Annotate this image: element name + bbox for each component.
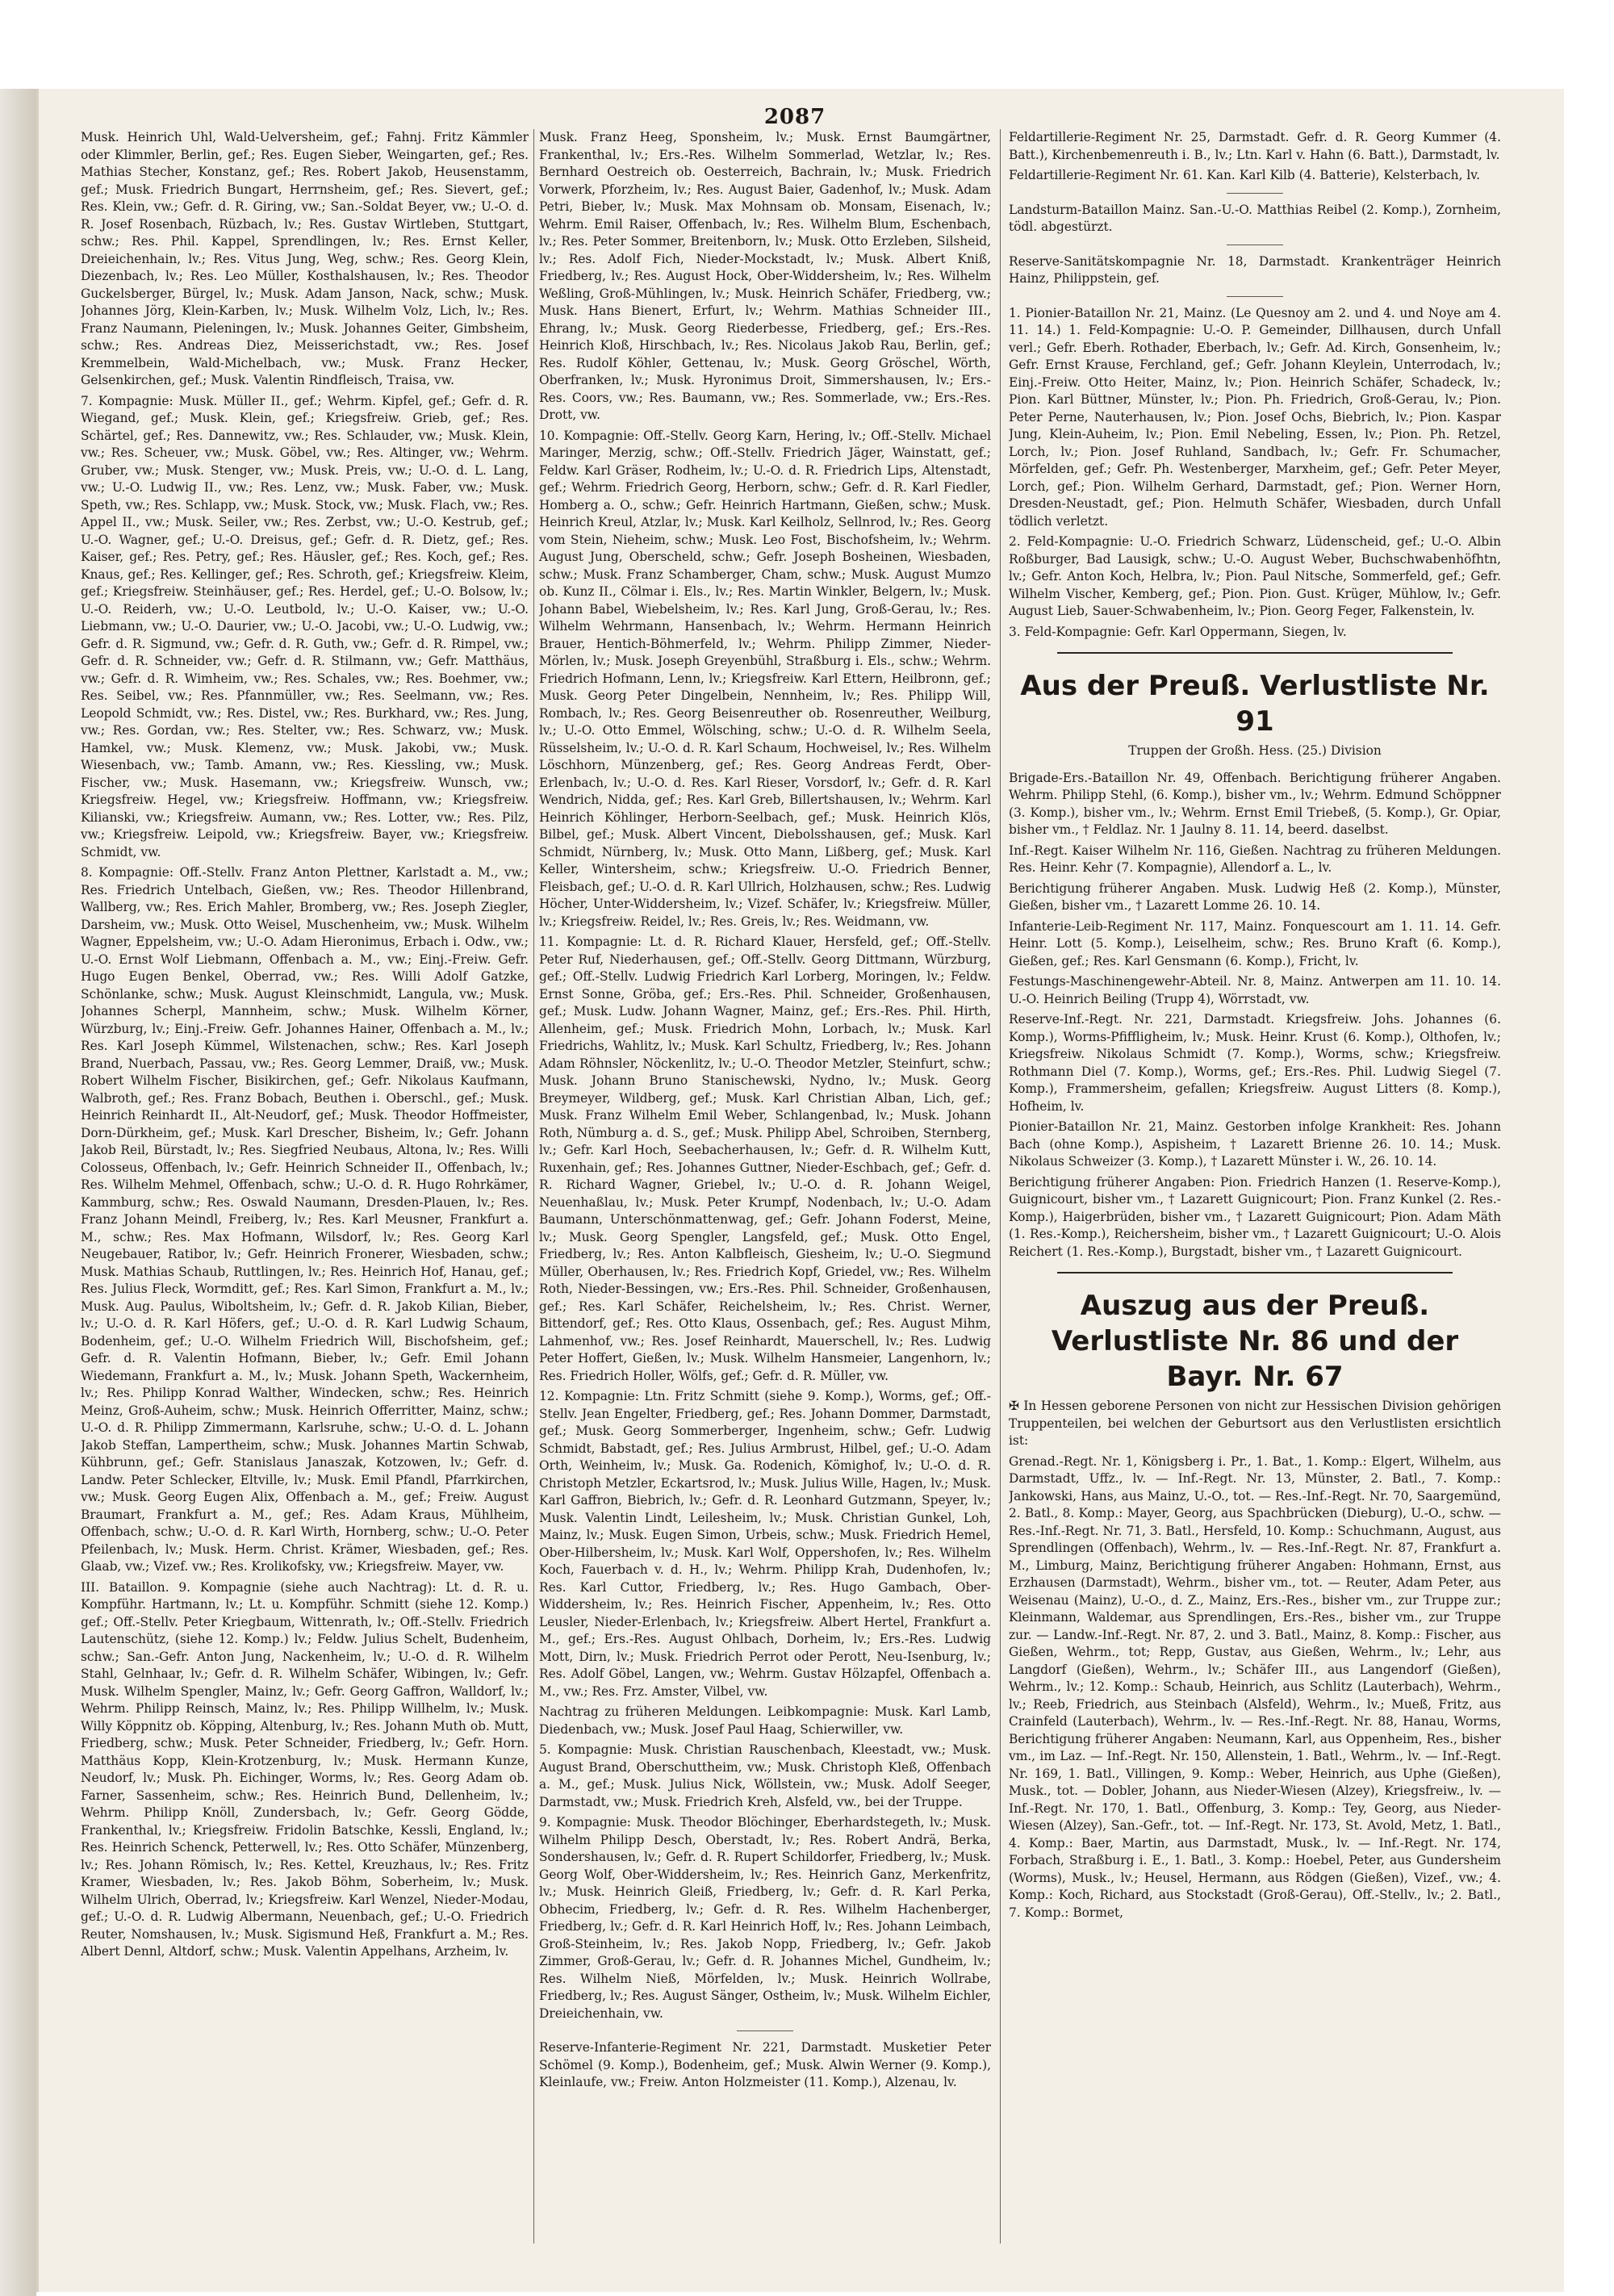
column-left [81, 129, 529, 2252]
column-middle [539, 129, 991, 2252]
casualty-paragraph: Inf.-Regt. Kaiser Wilhelm Nr. 116, Gießen. Nachtrag zu früheren Meldungen. Res. Heinr. Kehr (7. Kompagnie), Allendorf a. L., lv. [1009, 843, 1501, 875]
column-divider-1 [533, 129, 534, 2244]
section-divider [1227, 193, 1283, 194]
casualty-paragraph: 2. Feld-Kompagnie: U.-O. Friedrich Schwarz, Lüdenscheid, gef.; U.-O. Albin Roßburger, Bad Lausigk, schw.; U.-O. August Weber, Buchschwabenhöfhtn, lv.; Gefr. Anton Koch, Helbra, lv.; Pion. Paul Nitsche, Sommerfeld, gef.; Gefr. Wilhelm Vischer, Kemberg, gef.; Pion. Pion. Gust. Krüger, Mühlow, lv.; Gefr. August Lieb, Sauer-Schwabenheim, lv.; Pion. Georg Feger, Falkenstein, lv. [1009, 534, 1501, 618]
casualty-paragraph: 7. Kompagnie: Musk. Müller II., gef.; Wehrm. Kipfel, gef.; Gefr. d. R. Wiegand, gef.; Musk. Klein, gef.; Kriegsfreiw. Grieb, gef.; Res. Schärtel, gef.; Res. Dannewitz, vw.; Res. Schlauder, vw.; Musk. Klein, vw.; Res. Scheuer, vw.; Musk. Göbel, vw.; Res. Altinger, vw.; Wehrm. Gruber, vw.; Musk. Stenger, vw.; Musk. Preis, vw.; U.-O. d. L. Lang, vw.; U.-O. Ludwig II., vw.; Res. Lenz, vw.; Musk. Faber, vw.; Musk. Speth, vw.; Res. Schlapp, vw.; Musk. Stock, vw.; Musk. Flach, vw.; Res. Appel II., vw.; Musk. Seiler, vw.; Res. Zerbst, vw.; U.-O. Kestrub, gef.; U.-O. Wagner, gef.; U.-O. Dreisus, gef.; Gefr. d. R. Dietz, gef.; Res. Kaiser, gef.; Res. Petry, gef.; Res. Häusler, gef.; Res. Koch, gef.; Res. Knaus, gef.; Res. Kellinger, gef.; Res. Schroth, gef.; Kriegsfreiw. Kleim, gef.; Kriegsfreiw. Steinhäuser, gef.; Res. Herdel, gef.; U.-O. Bolsow, lv.; U.-O. Reiderh, vw.; U.-O. Leutbold, lv.; U.-O. Kaiser, vw.; U.-O. Liebmann, vw.; U.-O. Daurier, vw.; U.-O. Jacobi, vw.; U.-O. Ludwig, vw.; Gefr. d. R. Sigmund, vw.; Gefr. d. R. Guth, vw.; Gefr. d. R. Rimpel, vw.; Gefr. d. R. Schneider, vw.; Gefr. d. R. Stilmann, vw.; Gefr. Matthäus, vw.; Gefr. d. R. Wimheim, vw.; Res. Schales, vw.; Res. Boehmer, vw.; Res. Seibel, vw.; Res. Pfannmüller, vw.; Res. Seelmann, vw.; Res. Leopold Schmidt, vw.; Res. Distel, vw.; Res. Burkhard, vw.; Res. Jung, vw.; Res. Gordan, vw.; Res. Stelter, vw.; Res. Schwarz, vw.; Musk. Hamkel, vw.; Musk. Klemenz, vw.; Musk. Jakobi, vw.; Musk. Wiesenbach, vw.; Tamb. Amann, vw.; Res. Kiessling, vw.; Musk. Fischer, vw.; Musk. Hasemann, vw.; Kriegsfreiw. Wunsch, vw.; Kriegsfreiw. Hegel, vw.; Kriegsfreiw. Hoffmann, vw.; Kriegsfreiw. Kilianski, vw.; Kriegsfreiw. Aumann, vw.; Res. Lotter, vw.; Res. Pilz, vw.; Kriegsfreiw. Leipold, vw.; Kriegsfreiw. Bayer, vw.; Kriegsfreiw. Schmidt, vw. [81, 393, 529, 859]
casualty-paragraph: Reserve-Inf.-Regt. Nr. 221, Darmstadt. Kriegsfreiw. Johs. Johannes (6. Komp.), Worms-Pfiffligheim, lv.; Musk. Heinr. Krust (6. Komp.), Olthofen, lv.; Kriegsfreiw. Nikolaus Schmidt (7. Komp.), Worms, schw.; Kriegsfreiw. Rothmann Diel (7. Komp.), Worms, gef.; Ers.-Res. Phil. Ludwig Siegel (7. Komp.), Frammersheim, gefallen; Kriegsfreiw. August Litters (8. Komp.), Hofheim, lv. [1009, 1012, 1501, 1114]
section-headline-86-67: Auszug aus der Preuß. Verlustliste Nr. 86 und der Bayr. Nr. 67 [1051, 1290, 1459, 1393]
casualty-paragraph: 9. Kompagnie: Musk. Theodor Blöchinger, Eberhardstegeth, lv.; Musk. Wilhelm Philipp Desch, Oberstadt, lv.; Res. Robert Andrä, Berka, Sondershausen, lv.; Gefr. d. R. Rupert Schildorfer, Friedberg, lv.; Musk. Georg Wolf, Ober-Widdersheim, lv.; Res. Heinrich Ganz, Merkenfritz, lv.; Musk. Heinrich Gleiß, Friedberg, lv.; Gefr. d. R. Karl Perka, Obhecim, Friedberg, lv.; Gefr. d. R. Res. Wilhelm Hachenberger, Friedberg, lv.; Gefr. d. R. Karl Heinrich Hoff, lv.; Res. Johann Leimbach, Groß-Steinheim, lv.; Res. Jakob Nopp, Friedberg, lv.; Gefr. Jakob Zimmer, Groß-Gerau, lv.; Gefr. d. R. Johannes Michel, Gundheim, lv.; Res. Wilhelm Nieß, Mörfelden, lv.; Musk. Heinrich Wollrabe, Friedberg, lv.; Res. August Sänger, Ostheim, lv.; Musk. Wilhelm Eichler, Dreieichenhain, vw. [539, 1815, 991, 2021]
section-divider [1227, 296, 1283, 297]
casualty-paragraph: Landsturm-Bataillon Mainz. San.-U.-O. Matthias Reibel (2. Komp.), Zornheim, tödl. abgestürzt. [1009, 202, 1501, 234]
column-divider-2 [1000, 129, 1001, 2244]
casualty-paragraph: 12. Kompagnie: Ltn. Fritz Schmitt (siehe 9. Komp.), Worms, gef.; Off.-Stellv. Jean Engelter, Friedberg, gef.; Res. Johann Dommer, Darmstadt, gef.; Musk. Georg Sommerberger, Ingenheim, schw.; Gefr. Ludwig Schmidt, Babstadt, gef.; Res. Julius Armbrust, Hilbel, gef.; U.-O. Adam Orth, Weinheim, lv.; Musk. Ga. Rodenich, Kömighof, lv.; U.-O. d. R. Christoph Metzler, Eckartsrod, lv.; Musk. Julius Wille, Hagen, lv.; Musk. Karl Gaffron, Biebrich, lv.; Gefr. d. R. Leonhard Gutzmann, Speyer, lv.; Musk. Valentin Lindt, Leilesheim, lv.; Musk. Christian Gunkel, Loh, Mainz, lv.; Musk. Eugen Simon, Urbeis, schw.; Musk. Friedrich Hemel, Ober-Hilbersheim, lv.; Musk. Karl Wolf, Oppershofen, lv.; Res. Wilhelm Koch, Fauerbach v. d. H., lv.; Wehrm. Philipp Krah, Dudenhofen, lv.; Res. Karl Cuttor, Friedberg, lv.; Res. Hugo Gambach, Ober-Widdersheim, lv.; Res. Heinrich Fischer, Appenheim, lv.; Res. Otto Leusler, Nieder-Erlenbach, lv.; Kriegsfreiw. Albert Hertel, Frankfurt a. M., gef.; Ers.-Res. August Ohlbach, Dorheim, lv.; Ers.-Res. Ludwig Mott, Dirn, lv.; Musk. Friedrich Perrot oder Perott, Neu-Isenburg, lv.; Res. Adolf Göbel, Langen, vw.; Wehrm. Gustav Hölzapfel, Offenbach a. M., vw.; Res. Frz. Amster, Vilbel, vw. [539, 1389, 991, 1699]
casualty-paragraph: 5. Kompagnie: Musk. Christian Rauschenbach, Kleestadt, vw.; Musk. August Brand, Oberschuttheim, vw.; Musk. Christoph Kleß, Offenbach a. M., gef.; Musk. Julius Nick, Wöllstein, vw.; Musk. Adolf Seeger, Darmstadt, vw.; Musk. Friedrich Kreh, Alsfeld, vw., bei der Truppe. [539, 1742, 991, 1809]
column-right [1009, 129, 1501, 2252]
casualty-paragraph: Reserve-Sanitätskompagnie Nr. 18, Darmstadt. Krankenträger Heinrich Hainz, Philippstein, gef. [1009, 253, 1501, 286]
casualty-paragraph: Berichtigung früherer Angaben: Pion. Friedrich Hanzen (1. Reserve-Komp.), Guignicourt, bisher vm., † Lazarett Guignicourt; Pion. Franz Kunkel (2. Res.-Komp.), Haigerbrüden, bisher vm., † Lazarett Guignicourt; Pion. Adam Mäth (1. Res.-Komp.), Reichersheim, bisher vm., † Lazarett Guignicourt; U.-O. Alois Reichert (1. Res.-Komp.), Burgstadt, bisher vm., † Lazarett Guignicourt. [1009, 1174, 1501, 1259]
casualty-paragraph: 1. Pionier-Bataillon Nr. 21, Mainz. (Le Quesnoy am 2. und 4. und Noye am 4. 11. 14.) 1. Feld-Kompagnie: U.-O. P. Gemeinder, Dillhausen, durch Unfall verl.; Gefr. Eberh. Rothader, Eberbach, lv.; Gefr. Ad. Kirch, Gonsenheim, lv.; Gefr. Ernst Krause, Ferchland, gef.; Gefr. Johann Kleylein, Unterrodach, lv.; Einj.-Freiw. Otto Heiter, Mainz, lv.; Pion. Heinrich Schäfer, Schadeck, lv.; Pion. Karl Büttner, Münster, lv.; Pion. Ph. Friedrich, Groß-Gerau, lv.; Pion. Peter Perne, Nauterhausen, lv.; Pion. Josef Ochs, Biebrich, lv.; Pion. Kaspar Jung, Klein-Auheim, lv.; Pion. Emil Nebeling, Essen, lv.; Pion. Ph. Retzel, Lorch, lv.; Pion. Josef Ruhland, Sandbach, lv.; Gefr. Fr. Schumacher, Mörfelden, gef.; Gefr. Ph. Westenberger, Marxheim, gef.; Gefr. Peter Meyer, Lorch, gef.; Pion. Wilhelm Gerhard, Darmstadt, gef.; Pion. Werner Horn, Dresden-Neustadt, gef.; Pion. Helmuth Schäfer, Wiesbaden, durch Unfall tödlich verletzt. [1009, 305, 1501, 529]
casualty-paragraph: Grenad.-Regt. Nr. 1, Königsberg i. Pr., 1. Bat., 1. Komp.: Elgert, Wilhelm, aus Darmstadt, Uffz., lv. — Inf.-Regt. Nr. 13, Münster, 2. Batl., 7. Komp.: Jankowski, Hans, aus Mainz, U.-O., tot. — Res.-Inf.-Regt. Nr. 70, Saargemünd, 2. Batl., 8. Komp.: Mayer, Georg, aus Spachbrücken (Dieburg), U.-O., schw. — Res.-Inf.-Regt. Nr. 71, 3. Batl., Hersfeld, 10. Komp.: Schuchmann, August, aus Sprendlingen (Offenbach), Wehrm., lv. — Res.-Inf.-Regt. Nr. 87, Frankfurt a. M., Limburg, Mainz, Berichtigung früherer Angaben: Hohmann, Ernst, aus Erzhausen (Darmstadt), Wehrm., bisher vm., tot. — Reuter, Adam Peter, aus Weisenau (Mainz), U.-O., d. Z., Mainz, Ers.-Res., bisher vm., zur Truppe zur.; Kleinmann, Waldemar, aus Sprendlingen, Ers.-Res., bisher vm., zur Truppe zur. — Landw.-Inf.-Regt. Nr. 87, 2. und 3. Batl., Mainz, 8. Komp.: Fischer, aus Gießen, Wehrm., tot; Repp, Gustav, aus Gießen, Wehrm., lv.; Lehr, aus Langdorf (Gießen), Wehrm., lv.; Schäfer III., aus Langendorf (Gießen), Wehrm., lv.; 12. Komp.: Schaub, Heinrich, aus Schlitz (Lauterbach), Wehrm., lv.; Reeb, Friedrich, aus Steinbach (Alsfeld), Wehrm., lv.; Mueß, Fritz, aus Crainfeld (Lauterbach), Wehrm., lv. — Res.-Inf.-Regt. Nr. 88, Hanau, Worms, Berichtigung früherer Angaben: Neumann, Karl, aus Oppenheim, Res., bisher vm., im Laz. — Inf.-Regt. Nr. 150, Allenstein, 1. Batl., Wehrm., lv. — Inf.-Regt. Nr. 169, 1. Batl., Villingen, 9. Komp.: Weber, Heinrich, aus Uphe (Gießen), Musk., tot. — Dobler, Johann, aus Nieder-Wiesen (Alzey), Kriegsfreiw., lv. — Inf.-Regt. Nr. 170, 1. Batl., Offenburg, 3. Komp.: Tey, Georg, aus Nieder-Wiesen (Alzey), San.-Gefr., tot. — Inf.-Regt. Nr. 173, St. Avold, Metz, 1. Batl., 4. Komp.: Baer, Martin, aus Darmstadt, Musk., lv. — Inf.-Regt. Nr. 174, Forbach, Straßburg i. E., 1. Batl., 3. Komp.: Hoebel, Peter, aus Gundersheim (Worms), Musk., lv.; Heusel, Hermann, aus Rödgen (Gießen), Vizef., vw.; 4. Komp.: Koch, Richard, aus Stockstadt (Groß-Gerau), Off.-Stellv., lv.; 2. Batl., 7. Komp.: Bormet, [1009, 1453, 1501, 1920]
casualty-paragraph: 10. Kompagnie: Off.-Stellv. Georg Karn, Hering, lv.; Off.-Stellv. Michael Maringer, Merzig, schw.; Off.-Stellv. Friedrich Jäger, Wainstatt, gef.; Feldw. Karl Gräser, Rodheim, lv.; U.-O. d. R. Friedrich Lips, Altenstadt, gef.; Wehrm. Friedrich Georg, Herborn, schw.; Gefr. d. R. Karl Fiedler, Homberg a. O., schw.; Gefr. Heinrich Hartmann, Gießen, schw.; Musk. Heinrich Kreul, Atzlar, lv.; Musk. Karl Keilholz, Sellnrod, lv.; Res. Georg vom Stein, Nieheim, schw.; Musk. Leo Fost, Bischofsheim, lv.; Wehrm. August Jung, Oberscheld, schw.; Gefr. Joseph Bosheinen, Wiesbaden, schw.; Musk. Franz Schamberger, Cham, schw.; Musk. August Mumzo ob. Kunz II., Cölmar i. Els., lv.; Res. Martin Winkler, Belgern, lv.; Musk. Johann Babel, Wiebelsheim, lv.; Res. Karl Jung, Groß-Gerau, lv.; Res. Wilhelm Wehrmann, Hansenbach, lv.; Wehrm. Hermann Heinrich Brauer, Hentich-Böhmerfeld, lv.; Wehrm. Philipp Zimmer, Nieder-Mörlen, lv.; Musk. Joseph Greyenbühl, Straßburg i. Els., schw.; Wehrm. Friedrich Hofmann, Lenn, lv.; Kriegsfreiw. Karl Ettern, Heilbronn, gef.; Musk. Georg Peter Dingelbein, Nennheim, lv.; Res. Philipp Will, Rombach, lv.; Res. Georg Beisenreuther ob. Rosenreuther, Weilburg, lv.; U.-O. Otto Emmel, Wölsching, schw.; U.-O. d. R. Wilhelm Seela, Rüsselsheim, lv.; U.-O. d. R. Karl Schaum, Hochweisel, lv.; Res. Wilhelm Löschhorn, Münzenberg, gef.; Res. Georg Andreas Ferdt, Ober-Erlenbach, lv.; U.-O. d. Res. Karl Rieser, Vorsdorf, lv.; Gefr. d. R. Karl Wendrich, Nidda, gef.; Res. Karl Greb, Billertshausen, lv.; Wehrm. Karl Heinrich Köhlinger, Herborn-Seelbach, gef.; Musk. Heinrich Klös, Bilbel, gef.; Musk. Albert Vincent, Diebolsshausen, gef.; Musk. Karl Schmidt, Nürnberg, lv.; Musk. Otto Mann, Lißberg, gef.; Musk. Karl Keller, Wintersheim, schw.; Kriegsfreiw. U.-O. Friedrich Benner, Fleisbach, gef.; U.-O. d. R. Karl Ullrich, Holzhausen, schw.; Res. Ludwig Höcher, Unter-Widdersheim, lv.; Vizef. Schäfer, lv.; Kriegsfreiw. Müller, lv.; Kriegsfreiw. Reidel, lv.; Res. Greis, lv.; Res. Weidmann, vw. [539, 428, 991, 929]
page-edge-shadow [0, 89, 36, 2296]
casualty-paragraph: Feldartillerie-Regiment Nr. 61. Kan. Karl Kilb (4. Batterie), Kelsterbach, lv. [1009, 168, 1481, 182]
casualty-paragraph: Festungs-Maschinengewehr-Abteil. Nr. 8, Mainz. Antwerpen am 11. 10. 14. U.-O. Heinrich Beiling (Trupp 4), Wörrstadt, vw. [1009, 974, 1501, 1006]
casualty-paragraph: ✠ In Hessen geborene Personen von nicht zur Hessischen Division gehörigen Truppenteilen, bei welchen der Geburtsort aus den Verlustlisten ersichtlich ist: [1009, 1399, 1501, 1448]
casualty-paragraph: Reserve-Infanterie-Regiment Nr. 221, Darmstadt. Musketier Peter Schömel (9. Komp.), Bodenheim, gef.; Musk. Alwin Werner (9. Komp.), Kleinlaufe, vw.; Freiw. Anton Holzmeister (11. Komp.), Alzenau, lv. [539, 2040, 991, 2089]
headline-rule [1057, 652, 1453, 654]
casualty-paragraph: Feldartillerie-Regiment Nr. 25, Darmstadt. Gefr. d. R. Georg Kummer (4. Batt.), Kirchenbemenreuth i. B., lv.; Ltn. Karl v. Hahn (6. Batt.), Darmstadt, lv. [1009, 130, 1501, 162]
section-headline-91: Aus der Preuß. Verlustliste Nr. 91 [1020, 670, 1490, 738]
casualty-paragraph: 11. Kompagnie: Lt. d. R. Richard Klauer, Hersfeld, gef.; Off.-Stellv. Peter Ruf, Niederhausen, gef.; Off.-Stellv. Georg Dittmann, Würzburg, gef.; Off.-Stellv. Ludwig Friedrich Karl Lorberg, Moringen, lv.; Feldw. Ernst Sonne, Gröba, gef.; Ers.-Res. Phil. Schneider, Großenhausen, gef.; Musk. Ludw. Johann Wagner, Mainz, gef.; Ers.-Res. Phil. Hirth, Allenheim, gef.; Musk. Friedrich Mohn, Lorbach, lv.; Musk. Karl Friedrichs, Wahlitz, lv.; Musk. Karl Schultz, Friedberg, lv.; Res. Johann Adam Röhnsler, Nöckenlitz, lv.; U.-O. Theodor Metzler, Steinfurt, schw.; Musk. Johann Bruno Stanischewski, Nydno, lv.; Musk. Georg Breymeyer, Wildberg, gef.; Musk. Karl Christian Alban, Lich, gef.; Musk. Franz Wilhelm Emil Weber, Schlangenbad, lv.; Musk. Johann Roth, Nümburg a. d. S., gef.; Musk. Philipp Abel, Schroiben, Sternberg, lv.; Gefr. Karl Hoch, Seebacherhausen, lv.; Gefr. d. R. Wilhelm Kutt, Ruxenhain, gef.; Res. Johannes Guttner, Nieder-Eschbach, gef.; Gefr. d. R. Richard Wagner, Griebel, lv.; U.-O. d. R. Johann Weigel, Neuenhaßlau, lv.; Musk. Peter Krumpf, Nodenbach, lv.; U.-O. Adam Baumann, Unterschönmattenwag, gef.; Gefr. Johann Foderst, Meine, lv.; Musk. Georg Spengler, Langsfeld, gef.; Musk. Otto Engel, Friedberg, lv.; Res. Anton Kalbfleisch, Giesheim, lv.; U.-O. Siegmund Müller, Oberhausen, lv.; Res. Friedrich Kopf, Griedel, vw.; Res. Wilhelm Roth, Nieder-Bessingen, vw.; Ers.-Res. Phil. Schneider, Großenhausen, gef.; Res. Karl Schäfer, Reichelsheim, lv.; Res. Christ. Werner, Bittendorf, gef.; Res. Otto Klaus, Ossenbach, gef.; Res. August Mihm, Lahmenhof, vw.; Res. Josef Reinhardt, Mauerschell, lv.; Res. Ludwig Peter Hoffert, Gießen, lv.; Musk. Wilhelm Hansmeier, Langenhorn, lv.; Res. Friedrich Holler, Wölfs, gef.; Gefr. d. R. Müller, vw. [539, 935, 991, 1383]
casualty-paragraph: Pionier-Bataillon Nr. 21, Mainz. Gestorben infolge Krankheit: Res. Johann Bach (ohne Komp.), Aspisheim, † Lazarett Brienne 26. 10. 14.; Musk. Nikolaus Schweizer (3. Komp.), † Lazarett Münster i. W., 26. 10. 14. [1009, 1119, 1501, 1169]
casualty-paragraph: Nachtrag zu früheren Meldungen. Leibkompagnie: Musk. Karl Lamb, Diedenbach, vw.; Musk. Josef Paul Haag, Schierwiller, vw. [539, 1704, 991, 1737]
casualty-paragraph: Berichtigung früherer Angaben. Musk. Ludwig Heß (2. Komp.), Münster, Gießen, bisher vm., † Lazarett Lomme 26. 10. 14. [1009, 880, 1501, 913]
casualty-paragraph: Musk. Franz Heeg, Sponsheim, lv.; Musk. Ernst Baumgärtner, Frankenthal, lv.; Ers.-Res. Wilhelm Sommerlad, Wetzlar, lv.; Res. Bernhard Oestreich ob. Oesterreich, Bachrain, lv.; Musk. Friedrich Vorwerk, Pforzheim, lv.; Res. August Baier, Gadenhof, lv.; Musk. Adam Petri, Bieber, lv.; Musk. Max Mohnsam ob. Monsam, Eisenach, lv.; Wehrm. Emil Raiser, Offenbach, lv.; Res. Wilhelm Blum, Eschenbach, lv.; Res. Peter Sommer, Breitenborn, lv.; Musk. Otto Erzleben, Silsheid, lv.; Res. Adolf Fich, Nieder-Mockstadt, lv.; Musk. Albert Kniß, Friedberg, lv.; Res. August Hock, Ober-Widdersheim, lv.; Res. Wilhelm Weßling, Groß-Mühlingen, lv.; Musk. Heinrich Schäfer, Friedberg, vw.; Musk. Hans Bienert, Erfurt, lv.; Wehrm. Mathias Schneider III., Ehrang, lv.; Musk. Georg Riederbesse, Friedberg, gef.; Ers.-Res. Heinrich Kloß, Hirschbach, lv.; Res. Nicolaus Jakob Rau, Berlin, gef.; Res. Rudolf Köhler, Gettenau, lv.; Musk. Georg Gröschel, Wörth, Oberfranken, lv.; Musk. Hyronimus Droit, Simmershausen, lv.; Ers.-Res. Coors, vw.; Res. Baumann, vw.; Res. Sommerlade, vw.; Ers.-Res. Drott, vw. [539, 130, 991, 422]
casualty-paragraph: Musk. Heinrich Uhl, Wald-Uelversheim, gef.; Fahnj. Fritz Kämmler oder Klimmler, Berlin, gef.; Res. Eugen Sieber, Weingarten, gef.; Res. Mathias Stecher, Konstanz, gef.; Res. Robert Jakob, Heusenstamm, gef.; Musk. Friedrich Bungart, Herrnsheim, gef.; Res. Sievert, gef.; Res. Klein, vw.; Gefr. d. R. Giring, vw.; San.-Soldat Beyer, vw.; U.-O. d. R. Josef Rosenbach, Rüzbach, lv.; Res. Gustav Wirtleben, Stuttgart, schw.; Res. Phil. Kappel, Sprendlingen, lv.; Res. Ernst Keller, Dreieichenhain, lv.; Res. Vitus Jung, Weg, schw.; Res. Georg Klein, Diezenbach, lv.; Res. Leo Müller, Kosthalshausen, lv.; Res. Theodor Guckelsberger, Bürgel, lv.; Musk. Adam Janson, Nack, schw.; Musk. Johannes Jörg, Klein-Karben, lv.; Musk. Wilhelm Volz, Lich, lv.; Res. Franz Naumann, Pieleningen, lv.; Musk. Johannes Geiter, Gimbsheim, schw.; Res. Andreas Diez, Meisserichstadt, vw.; Res. Josef Kremmelbein, Wald-Michelbach, vw.; Musk. Franz Hecker, Gelsenkirchen, gef.; Musk. Valentin Rindfleisch, Traisa, vw. [81, 130, 529, 387]
casualty-paragraph: 8. Kompagnie: Off.-Stellv. Franz Anton Plettner, Karlstadt a. M., vw.; Res. Friedrich Untelbach, Gießen, vw.; Res. Theodor Hillenbrand, Wallberg, vw.; Res. Erich Mahler, Bromberg, vw.; Res. Joseph Ziegler, Darsheim, vw.; Musk. Otto Weisel, Muschenheim, vw.; Musk. Wilhelm Wagner, Eppelsheim, vw.; U.-O. Adam Hieronimus, Erbach i. Odw., vw.; U.-O. Ernst Wolf Liebmann, Offenbach a. M., vw.; Einj.-Freiw. Gefr. Hugo Eugen Benkel, Oberrad, vw.; Res. Willi Adolf Gatzke, Schönlanke, schw.; Musk. August Kleinschmidt, Langula, vw.; Musk. Johannes Scherpl, Mannheim, schw.; Musk. Wilhelm Körner, Würzburg, lv.; Einj.-Freiw. Gefr. Johannes Hainer, Offenbach a. M., lv.; Res. Karl Joseph Kümmel, Wilstenachen, schw.; Res. Karl Joseph Brand, Nuerbach, Passau, vw.; Res. Georg Lemmer, Draiß, vw.; Musk. Robert Wilhelm Fischer, Bisikirchen, gef.; Gefr. Nikolaus Kaufmann, Walbroth, gef.; Res. Franz Bobach, Beuthen i. Oberschl., gef.; Musk. Heinrich Reinhardt II., Alt-Neudorf, gef.; Musk. Theodor Hoffmeister, Dorn-Dürkheim, gef.; Musk. Karl Drescher, Bisheim, lv.; Gefr. Johann Jakob Reil, Bürstadt, lv.; Res. Siegfried Neubaus, Altona, lv.; Res. Willi Colosseus, Offenbach, lv.; Gefr. Heinrich Schneider II., Offenbach, lv.; Res. Wilhelm Mehmel, Offenbach, schw.; U.-O. d. R. Hugo Rohrkämer, Kammburg, schw.; Res. Oswald Naumann, Dresden-Plauen, lv.; Res. Franz Johann Meindl, Freiberg, lv.; Res. Karl Meusner, Frankfurt a. M., schw.; Res. Max Hofmann, Wilsdorf, lv.; Res. Georg Karl Neugebauer, Ratibor, lv.; Gefr. Heinrich Fronerer, Wiesbaden, schw.; Musk. Mathias Schaub, Ruttlingen, lv.; Res. Heinrich Hof, Hanau, gef.; Res. Julius Fleck, Wormditt, gef.; Res. Karl Simon, Frankfurt a. M., lv.; Musk. Aug. Paulus, Wiboltsheim, lv.; Gefr. d. R. Jakob Kilian, Bieber, lv.; U.-O. d. R. Karl Höfers, gef.; U.-O. d. R. Karl Ludwig Schaum, Bodenheim, gef.; U.-O. Wilhelm Friedrich Will, Bischofsheim, gef.; Gefr. d. R. Valentin Hofmann, Bieber, lv.; Gefr. Emil Johann Wiedemann, Frankfurt a. M., lv.; Musk. Johann Speth, Wackernheim, lv.; Res. Philipp Konrad Walther, Windecken, schw.; Res. Heinrich Meinz, Groß-Auheim, schw.; Musk. Heinrich Offerritter, Mainz, schw.; U.-O. d. R. Philipp Zimmermann, Karlsruhe, schw.; U.-O. d. L. Johann Jakob Steffan, Lampertheim, schw.; Musk. Johannes Martin Schwab, Kühbrunn, gef.; Gefr. Stanislaus Janaszak, Kotzowen, lv.; Gefr. d. Landw. Peter Schlecker, Eltville, lv.; Musk. Emil Pfandl, Pfarrkirchen, vw.; Musk. Georg Eugen Alix, Offenbach a. M., gef.; Freiw. August Braumart, Frankfurt a. M., gef.; Res. Adam Kraus, Mühlheim, Offenbach, schw.; U.-O. d. R. Karl Wirth, Hornberg, schw.; U.-O. Peter Pfeilenbach, lv.; Musk. Herm. Christ. Krämer, Wiesbaden, gef.; Res. Glaab, vw.; Vizef. vw.; Res. Krolikofsky, vw.; Kriegsfreiw. Mayer, vw. [81, 865, 529, 1574]
casualty-paragraph: III. Bataillon. 9. Kompagnie (siehe auch Nachtrag): Lt. d. R. u. Kompführ. Hartmann, lv.; Lt. u. Kompführ. Schmitt (siehe 12. Komp.) gef.; Off.-Stellv. Peter Kriegbaum, Wittenrath, lv.; Off.-Stellv. Friedrich Lautenschütz, (siehe 12. Komp.) lv.; Feldw. Julius Schelt, Budenheim, schw.; San.-Gefr. Anton Jung, Nackenheim, lv.; U.-O. d. R. Wilhelm Stahl, Gelnhaar, lv.; Gefr. d. R. Wilhelm Schäfer, Wibingen, lv.; Gefr. Musk. Wilhelm Spengler, Mainz, lv.; Gefr. Georg Gaffron, Walldorf, lv.; Wehrm. Philipp Reinsch, Mainz, lv.; Res. Philipp Willhelm, lv.; Musk. Willy Köppnitz ob. Köpping, Altenburg, lv.; Res. Johann Muth ob. Mutt, Friedberg, schw.; Musk. Peter Schneider, Friedberg, lv.; Gefr. Horn. Matthäus Kopp, Klein-Krotzenburg, lv.; Musk. Hermann Kunze, Neudorf, lv.; Musk. Ph. Eichinger, Worms, lv.; Res. Georg Adam ob. Farner, Sassenheim, schw.; Res. Heinrich Bund, Dellenheim, lv.; Wehrm. Philipp Knöll, Zundersbach, lv.; Gefr. Georg Gödde, Frankenthal, lv.; Kriegsfreiw. Fridolin Batschke, Kessli, England, lv.; Res. Heinrich Schenck, Petterwell, lv.; Res. Otto Schäfer, Münzenberg, lv.; Res. Johann Römisch, lv.; Res. Kettel, Kreuzhaus, lv.; Res. Fritz Kramer, Wiesbaden, lv.; Res. Jakob Böhm, Soberheim, lv.; Musk. Wilhelm Ulrich, Oberrad, lv.; Kriegsfreiw. Karl Wenzel, Nieder-Modau, gef.; U.-O. d. R. Ludwig Albermann, Neuenbach, gef.; U.-O. Friedrich Reuter, Nomshausen, lv.; Musk. Sigismund Heß, Frankfurt a. M.; Res. Albert Dennl, Altdorf, schw.; Musk. Valentin Appelhans, Arzheim, lv. [81, 1579, 529, 1959]
section-subheadline: Truppen der Großh. Hess. (25.) Division [1128, 743, 1382, 758]
casualty-paragraph: 3. Feld-Kompagnie: Gefr. Karl Oppermann, Siegen, lv. [1009, 624, 1347, 639]
casualty-paragraph: Infanterie-Leib-Regiment Nr. 117, Mainz. Fonquescourt am 1. 11. 14. Gefr. Heinr. Lott (5. Komp.), Leiselheim, schw.; Res. Bruno Kraft (6. Komp.), Gießen, gef.; Res. Karl Gensmann (6. Komp.), Fricht, lv. [1009, 918, 1501, 968]
headline-rule [1057, 1272, 1453, 1273]
page-number: 2087 [763, 105, 826, 129]
section-divider [737, 2030, 793, 2031]
casualty-paragraph: Brigade-Ers.-Bataillon Nr. 49, Offenbach. Berichtigung früherer Angaben. Wehrm. Philipp Stehl, (6. Komp.), bisher vm., lv.; Wehrm. Edmund Schöppner (3. Komp.), bisher vm., lv.; Wehrm. Ernst Emil Triebeß, (5. Komp.), Gr. Opiar, bisher vm., † Feldlaz. Nr. 1 Jaulny 8. 11. 14, beerd. daselbst. [1009, 770, 1501, 837]
